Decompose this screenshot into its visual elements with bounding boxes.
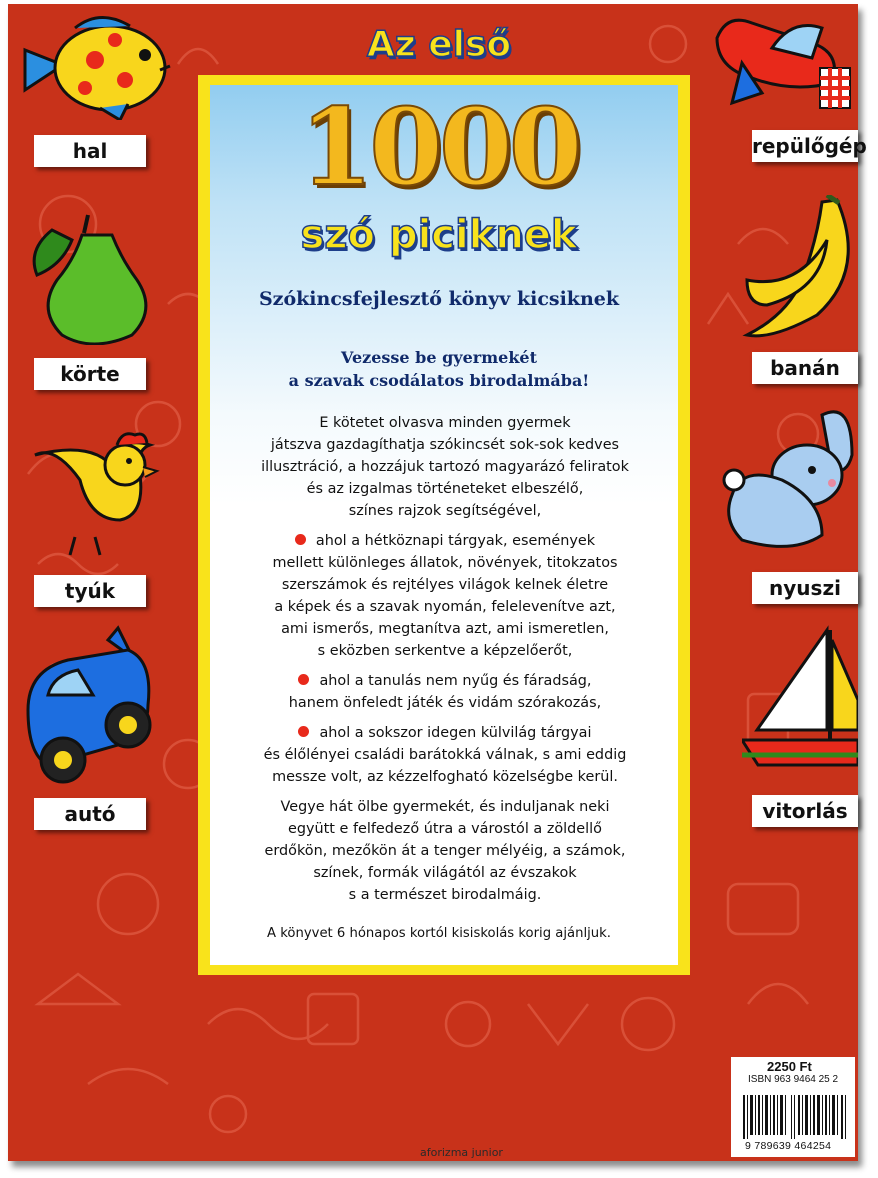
lead-text (0, 346, 878, 392)
label-plane: repülőgép (752, 130, 858, 162)
text-line: ahol a sokszor idegen külvilág tárgyai (319, 725, 592, 741)
bunny-icon (722, 405, 858, 565)
text-line-bullet (230, 670, 660, 692)
text-line-bullet (230, 530, 660, 552)
text-line: Vegye hát ölbe gyermekét, és induljanak neki (280, 799, 610, 815)
ean-number: 9 789639 464254 (745, 1140, 832, 1152)
text-line: ahol a hétköznapi tárgyak, események (315, 533, 596, 549)
text-line: mellett különleges állatok, növények, titokzatos (272, 555, 618, 571)
text-line: és élőlényei családi barátokká válnak, s ami eddig (263, 747, 627, 763)
label-pear: körte (34, 358, 146, 390)
label-banana: banán (752, 352, 858, 384)
bullet-paragraph (230, 530, 660, 662)
bullet-icon (295, 534, 306, 545)
bullet-icon (298, 726, 309, 737)
text-line: és az izgalmas történeteket elbeszélő, (306, 481, 584, 497)
intro-paragraph (230, 412, 660, 522)
bullet-paragraph (230, 722, 660, 788)
tagline: Szókincsfejlesztő könyv kicsiknek (258, 288, 620, 310)
bullet-paragraph (230, 670, 660, 714)
label-car: autó (34, 798, 146, 830)
text-line-bullet (230, 722, 660, 744)
text-line: E kötetet olvasva minden gyermek (319, 415, 571, 431)
text-line: színes rajzok segítségével, (348, 503, 542, 519)
label-bunny: nyuszi (752, 572, 858, 604)
hen-icon (25, 425, 160, 565)
text-line: s a természet birodalmáig. (348, 887, 542, 903)
text-line: messze volt, az kézzelfogható közelségbe kerül. (272, 769, 618, 785)
sailboat-icon (742, 625, 858, 780)
label-hen: tyúk (34, 575, 146, 607)
label-boat: vitorlás (752, 795, 858, 827)
age-recommendation: A könyvet 6 hónapos kortól kisiskolás korig ajánljuk. (267, 926, 611, 941)
price-text: 2250 Ft (767, 1059, 812, 1074)
lead-line: a szavak csodálatos birodalmába! (288, 371, 590, 390)
text-line: együtt e felfedező útra a várostól a zöldellő (288, 821, 602, 837)
top-title: Az első (366, 24, 512, 65)
big-number-title: 1000 (299, 84, 579, 209)
barcode-icon (743, 1095, 847, 1139)
text-line: ami ismerős, megtanítva azt, ami ismeretlen, (281, 621, 609, 637)
text-line: hanem önfeledt játék és vidám szórakozás, (288, 695, 602, 711)
text-line: ahol a tanulás nem nyűg és fáradság, (319, 673, 592, 689)
isbn-text: ISBN 963 9464 25 2 (748, 1074, 839, 1085)
body-text (230, 412, 660, 914)
text-line: a képek és a szavak nyomán, felelevenítve azt, (274, 599, 616, 615)
text-line: színek, formák világától az évszakok (313, 865, 577, 881)
text-line: s eközben serkentve a képzelőerőt, (317, 643, 573, 659)
label-fish: hal (34, 135, 146, 167)
text-line: játszva gazdagíthatja szókincsét sok-sok kedves (270, 437, 620, 453)
publisher-logo-text: aforizma junior (420, 1146, 503, 1159)
bullet-icon (298, 674, 309, 685)
subtitle: szó piciknek (300, 212, 578, 258)
text-line: illusztráció, a hozzájuk tartozó magyarázó feliratok (261, 459, 629, 475)
outro-paragraph (230, 796, 660, 906)
lead-line: Vezesse be gyermekét (341, 348, 537, 367)
text-line: szerszámok és rejtélyes világok kelnek életre (281, 577, 609, 593)
car-icon (18, 620, 163, 790)
text-line: erdőkön, mezőkön át a tenger mélyéig, a számok, (264, 843, 626, 859)
